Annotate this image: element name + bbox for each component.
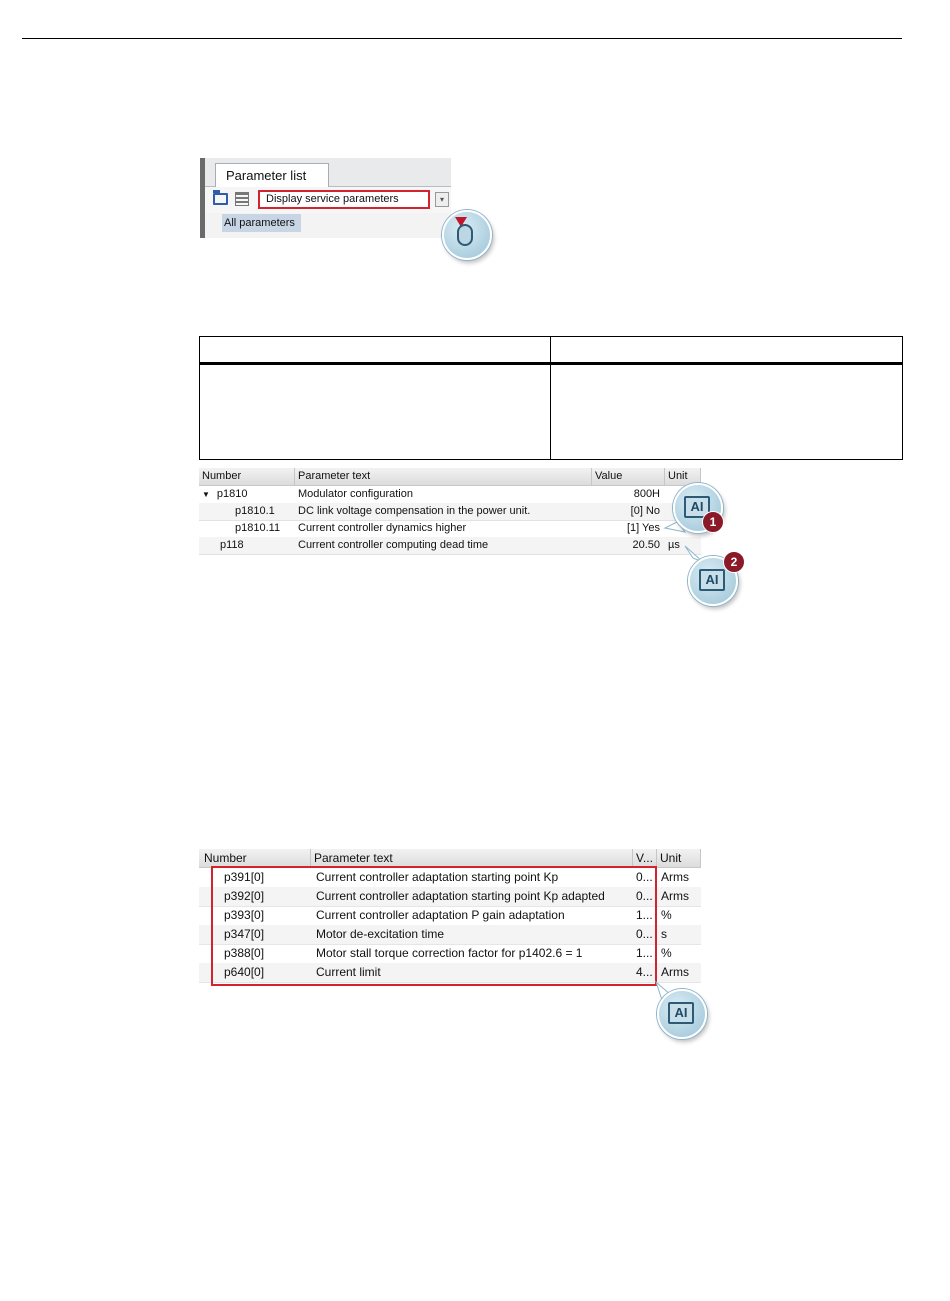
table-column-divider [550,337,551,459]
row-number: p393[0] [224,908,265,922]
col-header-unit[interactable]: Unit [665,468,701,485]
row-number: p1810.1 [235,505,275,517]
col-header-number[interactable]: Number [199,468,295,485]
row-unit: Arms [661,965,689,979]
mouse-icon [457,224,473,246]
row-parameter-text: Current controller computing dead time [298,539,489,551]
parameter-list-panel [200,158,451,238]
step-badge-2: 2 [723,551,745,573]
row-number: p1810 [216,488,248,500]
empty-two-column-table [199,336,903,460]
row-value[interactable]: 1... [636,908,653,922]
row-unit: % [661,946,672,960]
row-unit: µs [668,539,680,551]
col-header-number[interactable]: Number [199,849,311,867]
mouse-click-icon [442,210,492,260]
col-header-value[interactable]: V... [633,849,657,867]
parameter-grid-dynamics [199,468,701,554]
row-parameter-text: Motor de-excitation time [316,927,445,941]
row-parameter-text: Current controller adaptation starting point Kp [316,870,559,884]
row-value[interactable]: 0... [636,889,653,903]
table-header-rule [200,362,902,365]
dropdown-arrow-icon[interactable]: ▾ [435,192,449,207]
row-number: p1810.11 [235,522,281,534]
row-number: p391[0] [224,870,265,884]
table-row[interactable] [199,486,701,504]
row-value[interactable]: [0] No [630,505,660,517]
row-parameter-text: DC link voltage compensation in the power unit. [298,505,531,517]
tree-item-all-parameters[interactable]: All parameters [222,214,301,232]
grid-header-row [199,468,701,486]
row-number: p347[0] [224,927,265,941]
ai-edit-icon [657,989,707,1039]
row-value[interactable]: 800H [633,488,660,500]
row-parameter-text: Motor stall torque correction factor for p1402.6 = 1 [316,946,583,960]
tab-parameter-list[interactable]: Parameter list [215,163,329,187]
col-header-parameter-text[interactable]: Parameter text [295,468,592,485]
row-unit: % [661,908,672,922]
highlight-frame [211,866,657,986]
row-unit: Arms [661,870,689,884]
col-header-value[interactable]: Value [592,468,665,485]
row-number-cell [199,486,295,503]
row-number: p388[0] [224,946,265,960]
row-unit: s [661,927,667,941]
row-value[interactable]: [1] Yes [626,522,660,534]
top-rule [22,38,902,39]
row-value[interactable]: 0... [636,927,653,941]
ai-edit-glyph: AI [684,496,710,518]
row-value[interactable]: 0... [636,870,653,884]
ai-edit-glyph: AI [668,1002,694,1024]
open-folder-icon[interactable] [213,193,228,205]
table-row[interactable] [199,503,701,521]
row-parameter-text: Modulator configuration [298,488,413,500]
row-value[interactable]: 20.50 [632,539,660,551]
row-number: p118 [220,539,244,551]
row-number: p640[0] [224,965,265,979]
row-parameter-text: Current controller adaptation starting point Kp adapted [316,889,605,903]
col-header-unit[interactable]: Unit [657,849,701,867]
table-row[interactable] [199,537,701,555]
tab-strip [205,158,451,187]
row-value[interactable]: 1... [636,946,653,960]
parameter-filter-select[interactable]: Display service parameters [258,190,430,209]
row-number: p392[0] [224,889,265,903]
table-row[interactable] [199,520,701,538]
row-parameter-text: Current controller adaptation P gain adaptation [316,908,565,922]
ai-edit-glyph: AI [699,569,725,591]
parameter-toolbar [205,187,451,213]
row-value[interactable]: 4... [636,965,653,979]
col-header-parameter-text[interactable]: Parameter text [311,849,633,867]
row-parameter-text: Current controller dynamics higher [298,522,467,534]
list-view-icon[interactable] [235,192,249,206]
expand-triangle-icon[interactable]: ▼ [202,490,210,499]
row-parameter-text: Current limit [316,965,381,979]
step-badge-1: 1 [702,511,724,533]
row-unit: Arms [661,889,689,903]
